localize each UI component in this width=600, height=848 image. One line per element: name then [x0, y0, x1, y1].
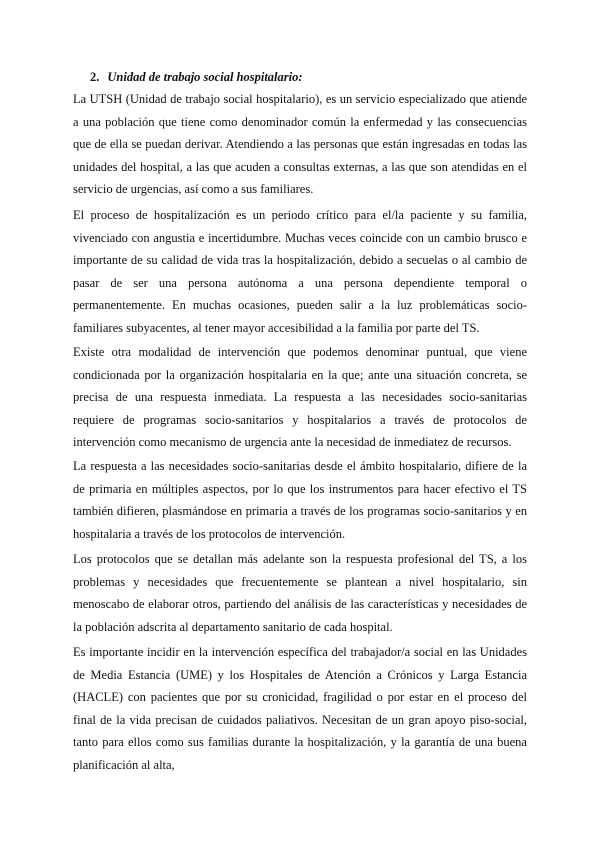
paragraph-utsh-definition: La UTSH (Unidad de trabajo social hospitalario), es un servicio especializado que atiende a una población que tiene como denominador común la enfermedad y las consecuencias que de ella se puedan derivar. Atendiendo a las personas que están ingresadas en todas las unidades del hospital, a las que acuden a consultas externas, a las que son atendidas en el servicio de urgencias, así como a sus familiares. — [73, 92, 527, 196]
section-title: Unidad de trabajo social hospitalario: — [107, 70, 303, 84]
section-number: 2. — [90, 70, 100, 84]
paragraph-hospital-vs-primary: La respuesta a las necesidades socio-sanitarias desde el ámbito hospitalario, difiere de la de primaria en múltiples aspectos, por lo que los instrumentos para hacer efectivo el TS también difieren, plasmándose en primaria a través de los programas socio-sanitarios y en hospitalaria a través de los protocolos de intervención. — [73, 459, 527, 541]
paragraph-protocols: Los protocolos que se detallan más adelante son la respuesta profesional del TS, a los problemas y necesidades que frecuentemente se plantean a nivel hospitalario, sin menoscabo de elaborar otros, partiendo del análisis de las características y necesidades de la población adscrita al departamento sanitario de cada hospital. — [73, 552, 527, 634]
paragraph-hospitalization-process: El proceso de hospitalización es un periodo crítico para el/la paciente y su familia, vivenciado con angustia e incertidumbre. Muchas veces coincide con un cambio brusco e importante de su calidad de vida tras la hospitalización, debido a secuelas o al cambio de pasar de ser una persona autónoma a una persona dependiente temporal o permanentemente. En muchas ocasiones, pueden salir a la luz problemáticas socio-familiares subyacentes, al tener mayor accesibilidad a la familia por parte del TS. — [73, 208, 527, 335]
paragraph-punctual-intervention: Existe otra modalidad de intervención que podemos denominar puntual, que viene condicionada por la organización hospitalaria en la que; ante una situación concreta, se precisa de una respuesta inmediata. La respuesta a las necesidades socio-sanitarias requiere de programas socio-sanitarios y hospitalarios a través de protocolos de intervención como mecanismo de urgencia ante la necesidad de inmediatez de recursos. — [73, 345, 527, 449]
section-heading — [90, 70, 303, 85]
paragraph-ume-hacle: Es importante incidir en la intervención específica del trabajador/a social en las Unidades de Media Estancia (UME) y los Hospitales de Atención a Crónicos y Larga Estancia (HACLE) con pacientes que por su cronicidad, fragilidad o por estar en el proceso del final de la vida precisan de cuidados paliativos. Necesitan de un gran apoyo piso-social, tanto para ellos como sus familias durante la hospitalización, y la garantía de una buena planificación al alta, — [73, 645, 527, 772]
